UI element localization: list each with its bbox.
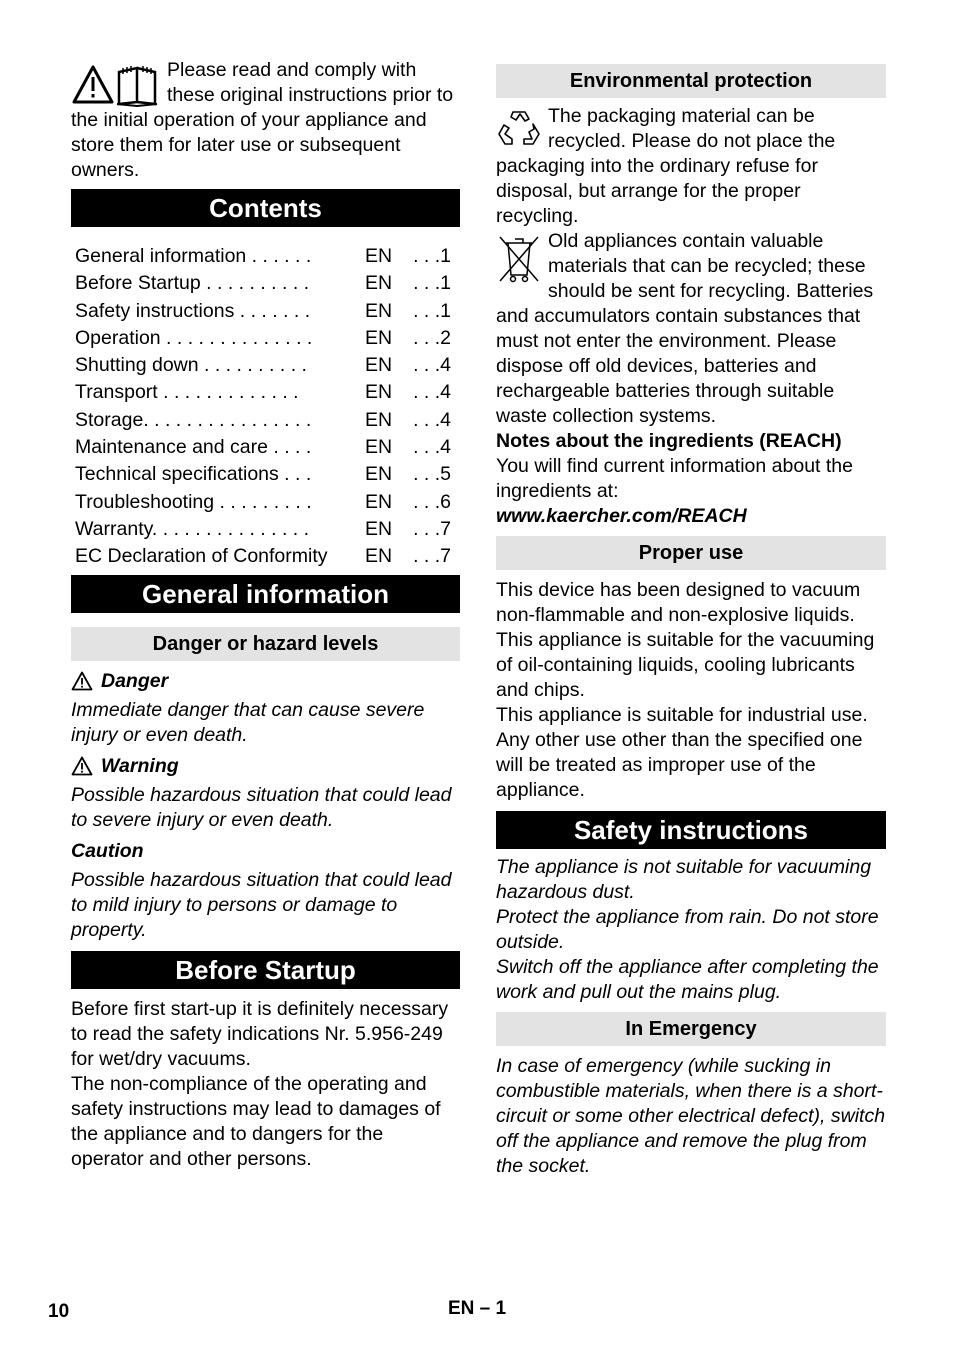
warning-text: Possible hazardous situation that could lead to severe injury or even death. bbox=[71, 783, 452, 831]
proper-use-p2: This appliance is suitable for the vacuuming of oil-containing liquids, cooling lubricants and chips. bbox=[496, 629, 875, 701]
proper-use-p1: This device has been designed to vacuum non-flammable and non-explosive liquids. bbox=[496, 579, 861, 626]
in-emergency-heading: In Emergency bbox=[496, 1012, 886, 1046]
packaging-block bbox=[496, 104, 886, 229]
toc-entry[interactable]: Operation . . . . . . . . . . . . . . EN . . .2 bbox=[75, 326, 451, 349]
toc-entry[interactable]: Technical specifications . . . EN . . .5 bbox=[75, 463, 451, 486]
warning-read-manual-icon bbox=[71, 64, 163, 108]
intro-block bbox=[71, 58, 460, 183]
emergency-text: In case of emergency (while sucking in combustible materials, when there is a short-circuit or some other electrical defect), switch off the appliance and remove the plug from the socket. bbox=[496, 1055, 886, 1177]
warning-triangle-icon bbox=[71, 671, 93, 691]
safety-p3: Switch off the appliance after completing the work and pull out the mains plug. bbox=[496, 956, 879, 1003]
caution-label: Caution bbox=[71, 839, 144, 862]
before-startup-p1: Before first start-up it is definitely necessary to read the safety indications Nr. 5.956-249 for wet/dry vacuums. bbox=[71, 997, 449, 1070]
left-column bbox=[71, 58, 460, 1172]
toc-entry[interactable]: Troubleshooting . . . . . . . . . EN . . .6 bbox=[75, 490, 451, 513]
old-appliances-block bbox=[496, 229, 886, 429]
toc-entry[interactable]: Before Startup . . . . . . . . . . EN . . .1 bbox=[75, 272, 451, 295]
toc-entry[interactable]: Storage. . . . . . . . . . . . . . . . EN . . .4 bbox=[75, 408, 451, 431]
danger-label-row bbox=[71, 669, 460, 694]
general-information-heading: General information bbox=[71, 575, 460, 613]
reach-text: You will find current information about the ingredients at: bbox=[496, 455, 853, 502]
recycling-icon bbox=[496, 106, 542, 152]
toc-entry[interactable]: Shutting down . . . . . . . . . . EN . . .4 bbox=[75, 354, 451, 377]
packaging-text: The packaging material can be recycled. Please do not place the packaging into the ordinary refuse for disposal, but arrange for the proper recycling. bbox=[496, 105, 836, 227]
toc-entry[interactable]: Warranty. . . . . . . . . . . . . . . EN . . .7 bbox=[75, 517, 451, 540]
proper-use-heading: Proper use bbox=[496, 536, 886, 570]
crossed-out-bin-icon bbox=[496, 231, 542, 287]
reach-link[interactable]: www.kaercher.com/REACH bbox=[496, 505, 747, 527]
before-startup-p2: The non-compliance of the operating and safety instructions may lead to damages of the appliance and to dangers for the operator and other persons. bbox=[71, 1072, 441, 1170]
page-number: 10 bbox=[48, 1301, 70, 1322]
danger-label: Danger bbox=[101, 669, 169, 692]
warning-triangle-icon bbox=[71, 756, 93, 776]
environmental-protection-heading: Environmental protection bbox=[496, 64, 886, 98]
warning-label-row bbox=[71, 754, 460, 779]
toc-entry[interactable]: General information . . . . . . EN . . .1 bbox=[75, 245, 451, 267]
caution-text: Possible hazardous situation that could lead to mild injury to persons or damage to property. bbox=[71, 868, 452, 941]
contents-heading: Contents bbox=[71, 189, 460, 227]
reach-heading: Notes about the ingredients (REACH) bbox=[496, 430, 842, 452]
safety-p2: Protect the appliance from rain. Do not store outside. bbox=[496, 906, 879, 953]
table-of-contents bbox=[71, 243, 460, 571]
right-column bbox=[496, 58, 886, 1179]
danger-text: Immediate danger that can cause severe injury or even death. bbox=[71, 698, 425, 746]
toc-entry[interactable]: Safety instructions . . . . . . . EN . . .1 bbox=[75, 299, 451, 322]
warning-label: Warning bbox=[101, 754, 179, 777]
caution-label-row bbox=[71, 839, 460, 864]
intro-text: Please read and comply with these original instructions prior to the initial operation of your appliance and store them for later use or subsequent owners. bbox=[71, 59, 454, 181]
proper-use-p3: This appliance is suitable for industrial use. Any other use other than the specified one will be treated as improper use of the appliance. bbox=[496, 704, 868, 801]
danger-levels-heading: Danger or hazard levels bbox=[71, 627, 460, 661]
toc-entry[interactable]: Maintenance and care . . . . EN . . .4 bbox=[75, 436, 451, 459]
toc-entry[interactable]: EC Declaration of Conformity EN . . .7 bbox=[75, 545, 451, 568]
before-startup-heading: Before Startup bbox=[71, 951, 460, 989]
old-appliances-text: Old appliances contain valuable materials that can be recycled; these should be sent for recycling. Batteries and accumulators contain substances that must not enter the environment. Please dispose off old devices, batteries and rechargeable batteries through suitable waste collection systems. bbox=[496, 230, 874, 427]
toc-entry[interactable]: Transport . . . . . . . . . . . . . EN . . .4 bbox=[75, 381, 451, 404]
safety-p1: The appliance is not suitable for vacuuming hazardous dust. bbox=[496, 856, 872, 903]
section-reference: EN – 1 bbox=[448, 1298, 507, 1319]
safety-instructions-heading: Safety instructions bbox=[496, 811, 886, 849]
